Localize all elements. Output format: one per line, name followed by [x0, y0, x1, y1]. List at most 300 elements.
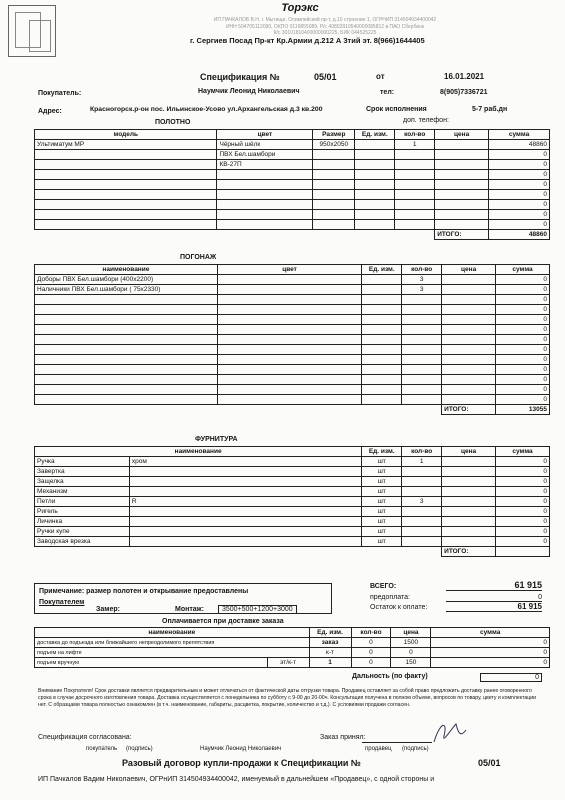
furnitura-cell	[442, 517, 496, 527]
spec-from-label: от	[376, 72, 385, 81]
montazh-label: Монтаж:	[175, 606, 204, 613]
furnitura-cell: 0	[496, 507, 550, 517]
pogonazh-cell	[217, 345, 362, 355]
pogonazh-cell	[362, 365, 402, 375]
furnitura-cell: шт	[362, 527, 402, 537]
grand-total-label: ВСЕГО:	[370, 583, 397, 590]
polotno-header-row	[35, 130, 550, 140]
col-qty: кол-во	[351, 628, 391, 638]
pogonazh-row	[35, 365, 550, 375]
polotno-cell: ПВХ Бел.шамбори	[217, 150, 313, 160]
furnitura-cell: 0	[496, 497, 550, 507]
pogonazh-row	[35, 385, 550, 395]
col-unit: Ед. изм.	[362, 265, 402, 275]
polotno-cell	[35, 190, 217, 200]
polotno-cell	[395, 170, 435, 180]
polotno-row	[35, 140, 550, 150]
pogonazh-cell: 0	[496, 305, 550, 315]
col-sum: сумма	[489, 130, 550, 140]
pogonazh-cell	[442, 315, 496, 325]
furnitura-cell: хром	[129, 457, 361, 467]
pogonazh-cell	[217, 325, 362, 335]
polotno-cell	[313, 150, 355, 160]
requisites-line-1: ИП ПАЧКАЛОВ В.Н. г. Мытищи, Олимпийский пр-т, д.10 строение 1, ОГРНИП 314504934400042	[213, 17, 437, 23]
polotno-cell	[435, 200, 489, 210]
pogonazh-cell: 0	[496, 385, 550, 395]
polotno-cell	[355, 190, 395, 200]
polotno-cell	[355, 220, 395, 230]
polotno-cell: 0	[489, 150, 550, 160]
montazh-value: 3500+500+1200+3000	[218, 605, 297, 614]
furnitura-header-row	[35, 447, 550, 457]
requisites-line-3: К/с 30101810400000000225, БИК 044525225	[273, 30, 377, 36]
col-sum: сумма	[496, 447, 550, 457]
furnitura-cell: Защелка	[35, 477, 130, 487]
pogonazh-cell: 0	[496, 315, 550, 325]
furnitura-cell	[442, 467, 496, 477]
furnitura-cell	[402, 517, 442, 527]
pogonazh-cell	[35, 335, 218, 345]
polotno-cell	[395, 160, 435, 170]
contract-title: Разовый договор купли-продажи к Спецификации №	[122, 758, 361, 768]
pogonazh-cell	[362, 375, 402, 385]
pogonazh-cell	[35, 365, 218, 375]
polotno-cell	[313, 160, 355, 170]
polotno-row	[35, 190, 550, 200]
col-model: модель	[35, 130, 217, 140]
polotno-cell	[435, 140, 489, 150]
furnitura-cell: шт	[362, 467, 402, 477]
pogonazh-cell	[402, 355, 442, 365]
furnitura-cell	[402, 487, 442, 497]
pogonazh-cell	[402, 315, 442, 325]
furnitura-cell: 0	[496, 457, 550, 467]
polotno-cell: 0	[489, 170, 550, 180]
col-unit: Ед. изм.	[362, 447, 402, 457]
furnitura-cell: Заводская врезка	[35, 537, 130, 547]
delivery-section-title: Оплачивается при доставке заказа	[162, 618, 284, 625]
polotno-cell	[395, 210, 435, 220]
furnitura-row	[35, 507, 550, 517]
pogonazh-cell	[35, 295, 218, 305]
pogonazh-cell	[362, 355, 402, 365]
col-name: наименование	[35, 265, 218, 275]
pogonazh-cell	[362, 315, 402, 325]
polotno-cell	[435, 210, 489, 220]
col-price: цена	[442, 265, 496, 275]
col-color: цвет	[217, 130, 313, 140]
furnitura-row	[35, 487, 550, 497]
pogonazh-header-row	[35, 265, 550, 275]
furnitura-cell: 0	[496, 477, 550, 487]
pogonazh-cell: 0	[496, 375, 550, 385]
polotno-cell	[217, 190, 313, 200]
furnitura-cell	[129, 467, 361, 477]
term-value: 5-7 раб.дн	[472, 106, 508, 113]
furnitura-cell	[442, 537, 496, 547]
polotno-cell	[35, 210, 217, 220]
pogonazh-total-value: 13055	[496, 405, 550, 415]
pogonazh-cell: Наличники ПВХ Бел.шамбори ( 75х2330)	[35, 285, 218, 295]
pogonazh-cell	[442, 395, 496, 405]
pogonazh-cell	[442, 275, 496, 285]
seller-role-label: продавец	[365, 746, 392, 752]
pogonazh-cell: 3	[402, 285, 442, 295]
polotno-row	[35, 210, 550, 220]
term-label: Срок исполнения	[366, 106, 427, 113]
pogonazh-cell: 0	[496, 325, 550, 335]
pogonazh-cell	[402, 365, 442, 375]
prepaid-value: 0	[446, 594, 542, 602]
pogonazh-cell: 0	[496, 365, 550, 375]
polotno-cell	[313, 170, 355, 180]
pogonazh-cell	[442, 345, 496, 355]
furnitura-cell	[129, 537, 361, 547]
spec-number: 05/01	[314, 72, 337, 82]
polotno-total-row	[35, 230, 550, 240]
polotno-cell: 48860	[489, 140, 550, 150]
furnitura-cell	[129, 487, 361, 497]
delivery-table	[34, 627, 550, 668]
pogonazh-cell	[442, 385, 496, 395]
furnitura-total-label: ИТОГО:	[442, 547, 496, 557]
grand-total-value: 61 915	[446, 580, 542, 591]
pogonazh-cell	[362, 385, 402, 395]
pogonazh-cell	[217, 385, 362, 395]
order-accepted-label: Заказ принял:	[320, 734, 366, 741]
polotno-cell	[435, 180, 489, 190]
pogonazh-cell	[217, 315, 362, 325]
furnitura-cell	[402, 507, 442, 517]
polotno-cell	[395, 180, 435, 190]
note-text: Примечание: размер полотен и открывание предоставлены	[39, 588, 249, 595]
furnitura-cell: Ручка	[35, 457, 130, 467]
furnitura-cell: шт	[362, 537, 402, 547]
polotno-cell: Ультиматум МР	[35, 140, 217, 150]
furnitura-table	[34, 446, 550, 557]
polotno-cell	[395, 220, 435, 230]
polotno-cell	[35, 180, 217, 190]
pogonazh-row	[35, 285, 550, 295]
polotno-section-title: ПОЛОТНО	[155, 119, 191, 126]
pogonazh-cell	[402, 325, 442, 335]
pogonazh-cell: 0	[496, 395, 550, 405]
pogonazh-cell	[362, 325, 402, 335]
pogonazh-row	[35, 315, 550, 325]
polotno-cell	[355, 210, 395, 220]
distance-label: Дальность (по факту)	[352, 673, 428, 680]
buyer-label: Покупатель:	[38, 90, 82, 97]
furnitura-cell: 1	[402, 457, 442, 467]
pogonazh-cell	[35, 375, 218, 385]
brand-name: Торэкс	[281, 2, 319, 14]
contract-body: ИП Пачкалов Вадим Николаевич, ОГРнИП 314504934400042, именуемый в дальнейшем «Продавец», с одной стороны и	[38, 776, 435, 783]
pogonazh-cell	[362, 285, 402, 295]
pogonazh-cell	[402, 385, 442, 395]
polotno-cell	[355, 160, 395, 170]
furnitura-row	[35, 457, 550, 467]
furnitura-cell: Завертка	[35, 467, 130, 477]
polotno-cell	[313, 220, 355, 230]
pogonazh-row	[35, 345, 550, 355]
polotno-row	[35, 200, 550, 210]
furnitura-total-value	[496, 547, 550, 557]
polotno-cell	[435, 190, 489, 200]
polotno-cell	[313, 200, 355, 210]
polotno-cell	[35, 220, 217, 230]
furnitura-row	[35, 537, 550, 547]
polotno-cell	[35, 170, 217, 180]
pogonazh-cell	[362, 335, 402, 345]
company-logo	[8, 5, 56, 57]
pogonazh-total-row	[35, 405, 550, 415]
col-sum: сумма	[496, 265, 550, 275]
polotno-cell: 0	[489, 160, 550, 170]
pogonazh-cell	[442, 305, 496, 315]
furnitura-cell	[402, 467, 442, 477]
pogonazh-cell	[217, 355, 362, 365]
pogonazh-cell	[35, 325, 218, 335]
polotno-cell	[35, 160, 217, 170]
furnitura-row	[35, 527, 550, 537]
phone-label: тел:	[380, 89, 395, 96]
polotno-cell	[355, 200, 395, 210]
note-text-2: Покупателем	[39, 599, 85, 606]
polotno-cell	[313, 210, 355, 220]
polotno-cell	[435, 160, 489, 170]
furnitura-row	[35, 517, 550, 527]
furnitura-total-row	[35, 547, 550, 557]
polotno-cell	[217, 210, 313, 220]
pogonazh-row	[35, 335, 550, 345]
furnitura-row	[35, 467, 550, 477]
polotno-table	[34, 129, 550, 240]
polotno-row	[35, 150, 550, 160]
polotno-cell: Чёрный шёлк	[217, 140, 313, 150]
polotno-cell	[435, 170, 489, 180]
pogonazh-cell	[35, 345, 218, 355]
pogonazh-cell	[217, 395, 362, 405]
pogonazh-cell	[442, 365, 496, 375]
furnitura-cell: шт	[362, 477, 402, 487]
furnitura-cell: R	[129, 497, 361, 507]
polotno-cell: 0	[489, 190, 550, 200]
pogonazh-cell	[362, 345, 402, 355]
address-value: Красногорск.р-он пос. Ильинское-Усово ул.Архангельская д.3 кв.200	[90, 106, 323, 113]
polotno-total-label: ИТОГО:	[435, 230, 489, 240]
seller-signature-line	[362, 742, 432, 743]
contract-number: 05/01	[478, 758, 501, 768]
pogonazh-total-label: ИТОГО:	[442, 405, 496, 415]
pogonazh-cell	[442, 325, 496, 335]
rest-label: Остаток к оплате:	[370, 604, 428, 611]
polotno-cell: 950х2050	[313, 140, 355, 150]
col-price: цена	[442, 447, 496, 457]
pogonazh-cell	[362, 295, 402, 305]
pogonazh-cell	[362, 395, 402, 405]
buyer-phone: 8(905)7336721	[440, 89, 488, 96]
pogonazh-cell	[217, 335, 362, 345]
pogonazh-section-title: ПОГОНАЖ	[180, 254, 217, 261]
furnitura-cell	[129, 507, 361, 517]
furnitura-cell	[442, 497, 496, 507]
col-size: Размер	[313, 130, 355, 140]
furnitura-cell	[442, 527, 496, 537]
polotno-row	[35, 170, 550, 180]
zamer-label: Замер:	[96, 606, 120, 613]
agreed-label: Спецификация согласована:	[38, 734, 132, 741]
pogonazh-cell	[442, 335, 496, 345]
seller-sign-hint: (подпись)	[402, 746, 429, 752]
polotno-row	[35, 160, 550, 170]
pogonazh-cell	[35, 355, 218, 365]
furnitura-cell: шт	[362, 497, 402, 507]
pogonazh-row	[35, 325, 550, 335]
pogonazh-cell	[402, 295, 442, 305]
furnitura-cell	[442, 477, 496, 487]
furnitura-row	[35, 477, 550, 487]
furnitura-cell: Личинка	[35, 517, 130, 527]
furnitura-cell: 0	[496, 487, 550, 497]
furnitura-cell	[129, 527, 361, 537]
polotno-cell	[395, 200, 435, 210]
pogonazh-cell: 0	[496, 345, 550, 355]
pogonazh-cell	[402, 305, 442, 315]
polotno-cell: 1	[395, 140, 435, 150]
pogonazh-row	[35, 275, 550, 285]
col-name: наименование	[35, 447, 362, 457]
col-price: цена	[391, 628, 431, 638]
pogonazh-cell: 3	[402, 275, 442, 285]
polotno-cell	[35, 200, 217, 210]
furnitura-cell: Механизм	[35, 487, 130, 497]
pogonazh-cell: 0	[496, 275, 550, 285]
polotno-cell	[355, 140, 395, 150]
col-price: цена	[435, 130, 489, 140]
pogonazh-row	[35, 395, 550, 405]
polotno-cell	[313, 180, 355, 190]
pogonazh-cell	[442, 295, 496, 305]
furnitura-cell	[129, 477, 361, 487]
polotno-cell	[355, 180, 395, 190]
handwritten-signature	[430, 718, 470, 748]
pogonazh-cell	[35, 395, 218, 405]
furnitura-cell: шт	[362, 457, 402, 467]
pogonazh-cell	[402, 395, 442, 405]
furnitura-cell: 0	[496, 517, 550, 527]
pogonazh-cell	[362, 275, 402, 285]
extra-phone-label: доп. телефон:	[403, 117, 449, 124]
furnitura-cell: 0	[496, 467, 550, 477]
polotno-cell	[355, 170, 395, 180]
pogonazh-cell: 0	[496, 355, 550, 365]
furnitura-cell: шт	[362, 507, 402, 517]
polotno-cell	[217, 200, 313, 210]
spec-date: 16.01.2021	[444, 72, 485, 81]
furnitura-cell	[129, 517, 361, 527]
pogonazh-cell: 0	[496, 295, 550, 305]
polotno-cell	[217, 170, 313, 180]
pogonazh-cell	[442, 355, 496, 365]
buyer-name: Наумчик Леонид Николаевич	[198, 88, 300, 95]
polotno-cell	[395, 150, 435, 160]
polotno-cell: 0	[489, 200, 550, 210]
furnitura-cell	[402, 477, 442, 487]
pogonazh-table	[34, 264, 550, 415]
col-color: цвет	[217, 265, 362, 275]
distance-value: 0	[480, 673, 542, 682]
pogonazh-cell	[217, 305, 362, 315]
pogonazh-row	[35, 295, 550, 305]
pogonazh-cell	[217, 365, 362, 375]
pogonazh-cell	[217, 375, 362, 385]
furnitura-cell: 3	[402, 497, 442, 507]
polotno-cell: 0	[489, 210, 550, 220]
polotno-total-value: 48860	[489, 230, 550, 240]
spec-title: Спецификация №	[200, 72, 280, 82]
polotno-cell	[313, 190, 355, 200]
pogonazh-row	[35, 375, 550, 385]
pogonazh-cell	[402, 335, 442, 345]
furnitura-cell: Петли	[35, 497, 130, 507]
requisites-line-2: ИНН 504705112090, ОКПО 0119855089, Р/с 40802810540000085812 в ПАО Сбербанк	[225, 24, 425, 30]
furnitura-cell	[442, 487, 496, 497]
pogonazh-cell	[402, 375, 442, 385]
pogonazh-cell	[217, 275, 362, 285]
furnitura-section-title: ФУРНИТУРА	[195, 436, 238, 443]
furnitura-cell: Ручки купе	[35, 527, 130, 537]
polotno-cell: КВ-27П	[217, 160, 313, 170]
col-qty: кол-во	[402, 265, 442, 275]
col-name: наименование	[35, 628, 310, 638]
polotno-cell	[435, 220, 489, 230]
pogonazh-cell	[362, 305, 402, 315]
furnitura-cell	[402, 537, 442, 547]
pogonazh-cell	[442, 285, 496, 295]
polotno-cell	[355, 150, 395, 160]
delivery-row: подъем вручную эт/к-т 1 0 150 0	[35, 658, 550, 668]
polotno-cell	[217, 180, 313, 190]
rest-value: 61 915	[446, 602, 542, 612]
pogonazh-cell	[217, 295, 362, 305]
delivery-row: доставка до подъезда или ближайшего непреодолимого препятствия заказ 0 1500 0	[35, 638, 550, 648]
delivery-header-row	[35, 628, 550, 638]
col-unit: Ед. изм.	[309, 628, 351, 638]
pogonazh-cell	[442, 375, 496, 385]
col-qty: кол-во	[395, 130, 435, 140]
furnitura-cell: шт	[362, 517, 402, 527]
prepaid-label: предоплата:	[370, 594, 410, 601]
pogonazh-cell	[35, 315, 218, 325]
col-sum: сумма	[431, 628, 550, 638]
delivery-row: подъем на лифте к-т 0 0 0	[35, 648, 550, 658]
polotno-cell	[35, 150, 217, 160]
store-address: г. Сергиев Посад Пр-кт Кр.Армии д.212 А 3тий эт. 8(966)1644405	[190, 36, 425, 45]
pogonazh-cell: Доборы ПВХ Бел.шамбори (400х2200)	[35, 275, 218, 285]
customer-warning: Внимание Покупателя! Срок доставки является предварительным и может отличаться от фактической даты отгрузки товара. Продавец оставляет за собой право предложить доставку ранее оговоренного срока в случае досрочного изготовления товара. Доставка осуществляется с понедельника по субботу с 9-00 до 20-00ч. Консультация получена в полном объеме, вопросов по товару, цвету и комплектации нет. С образцами товара полностью ознакомлен (в т.ч. наименование, габариты, расцветка, покрытие, количество и т.д.). С условиями продажи согласен.	[38, 688, 537, 708]
pogonazh-cell	[35, 385, 218, 395]
pogonazh-cell: 0	[496, 335, 550, 345]
polotno-cell	[395, 190, 435, 200]
pogonazh-cell	[217, 285, 362, 295]
polotno-cell	[435, 150, 489, 160]
buyer-role-label: покупатель	[86, 746, 118, 752]
polotno-cell	[217, 220, 313, 230]
furnitura-cell	[402, 527, 442, 537]
furnitura-row	[35, 497, 550, 507]
address-label: Адрес:	[38, 108, 62, 115]
buyer-sign-hint: (подпись)	[126, 746, 153, 752]
